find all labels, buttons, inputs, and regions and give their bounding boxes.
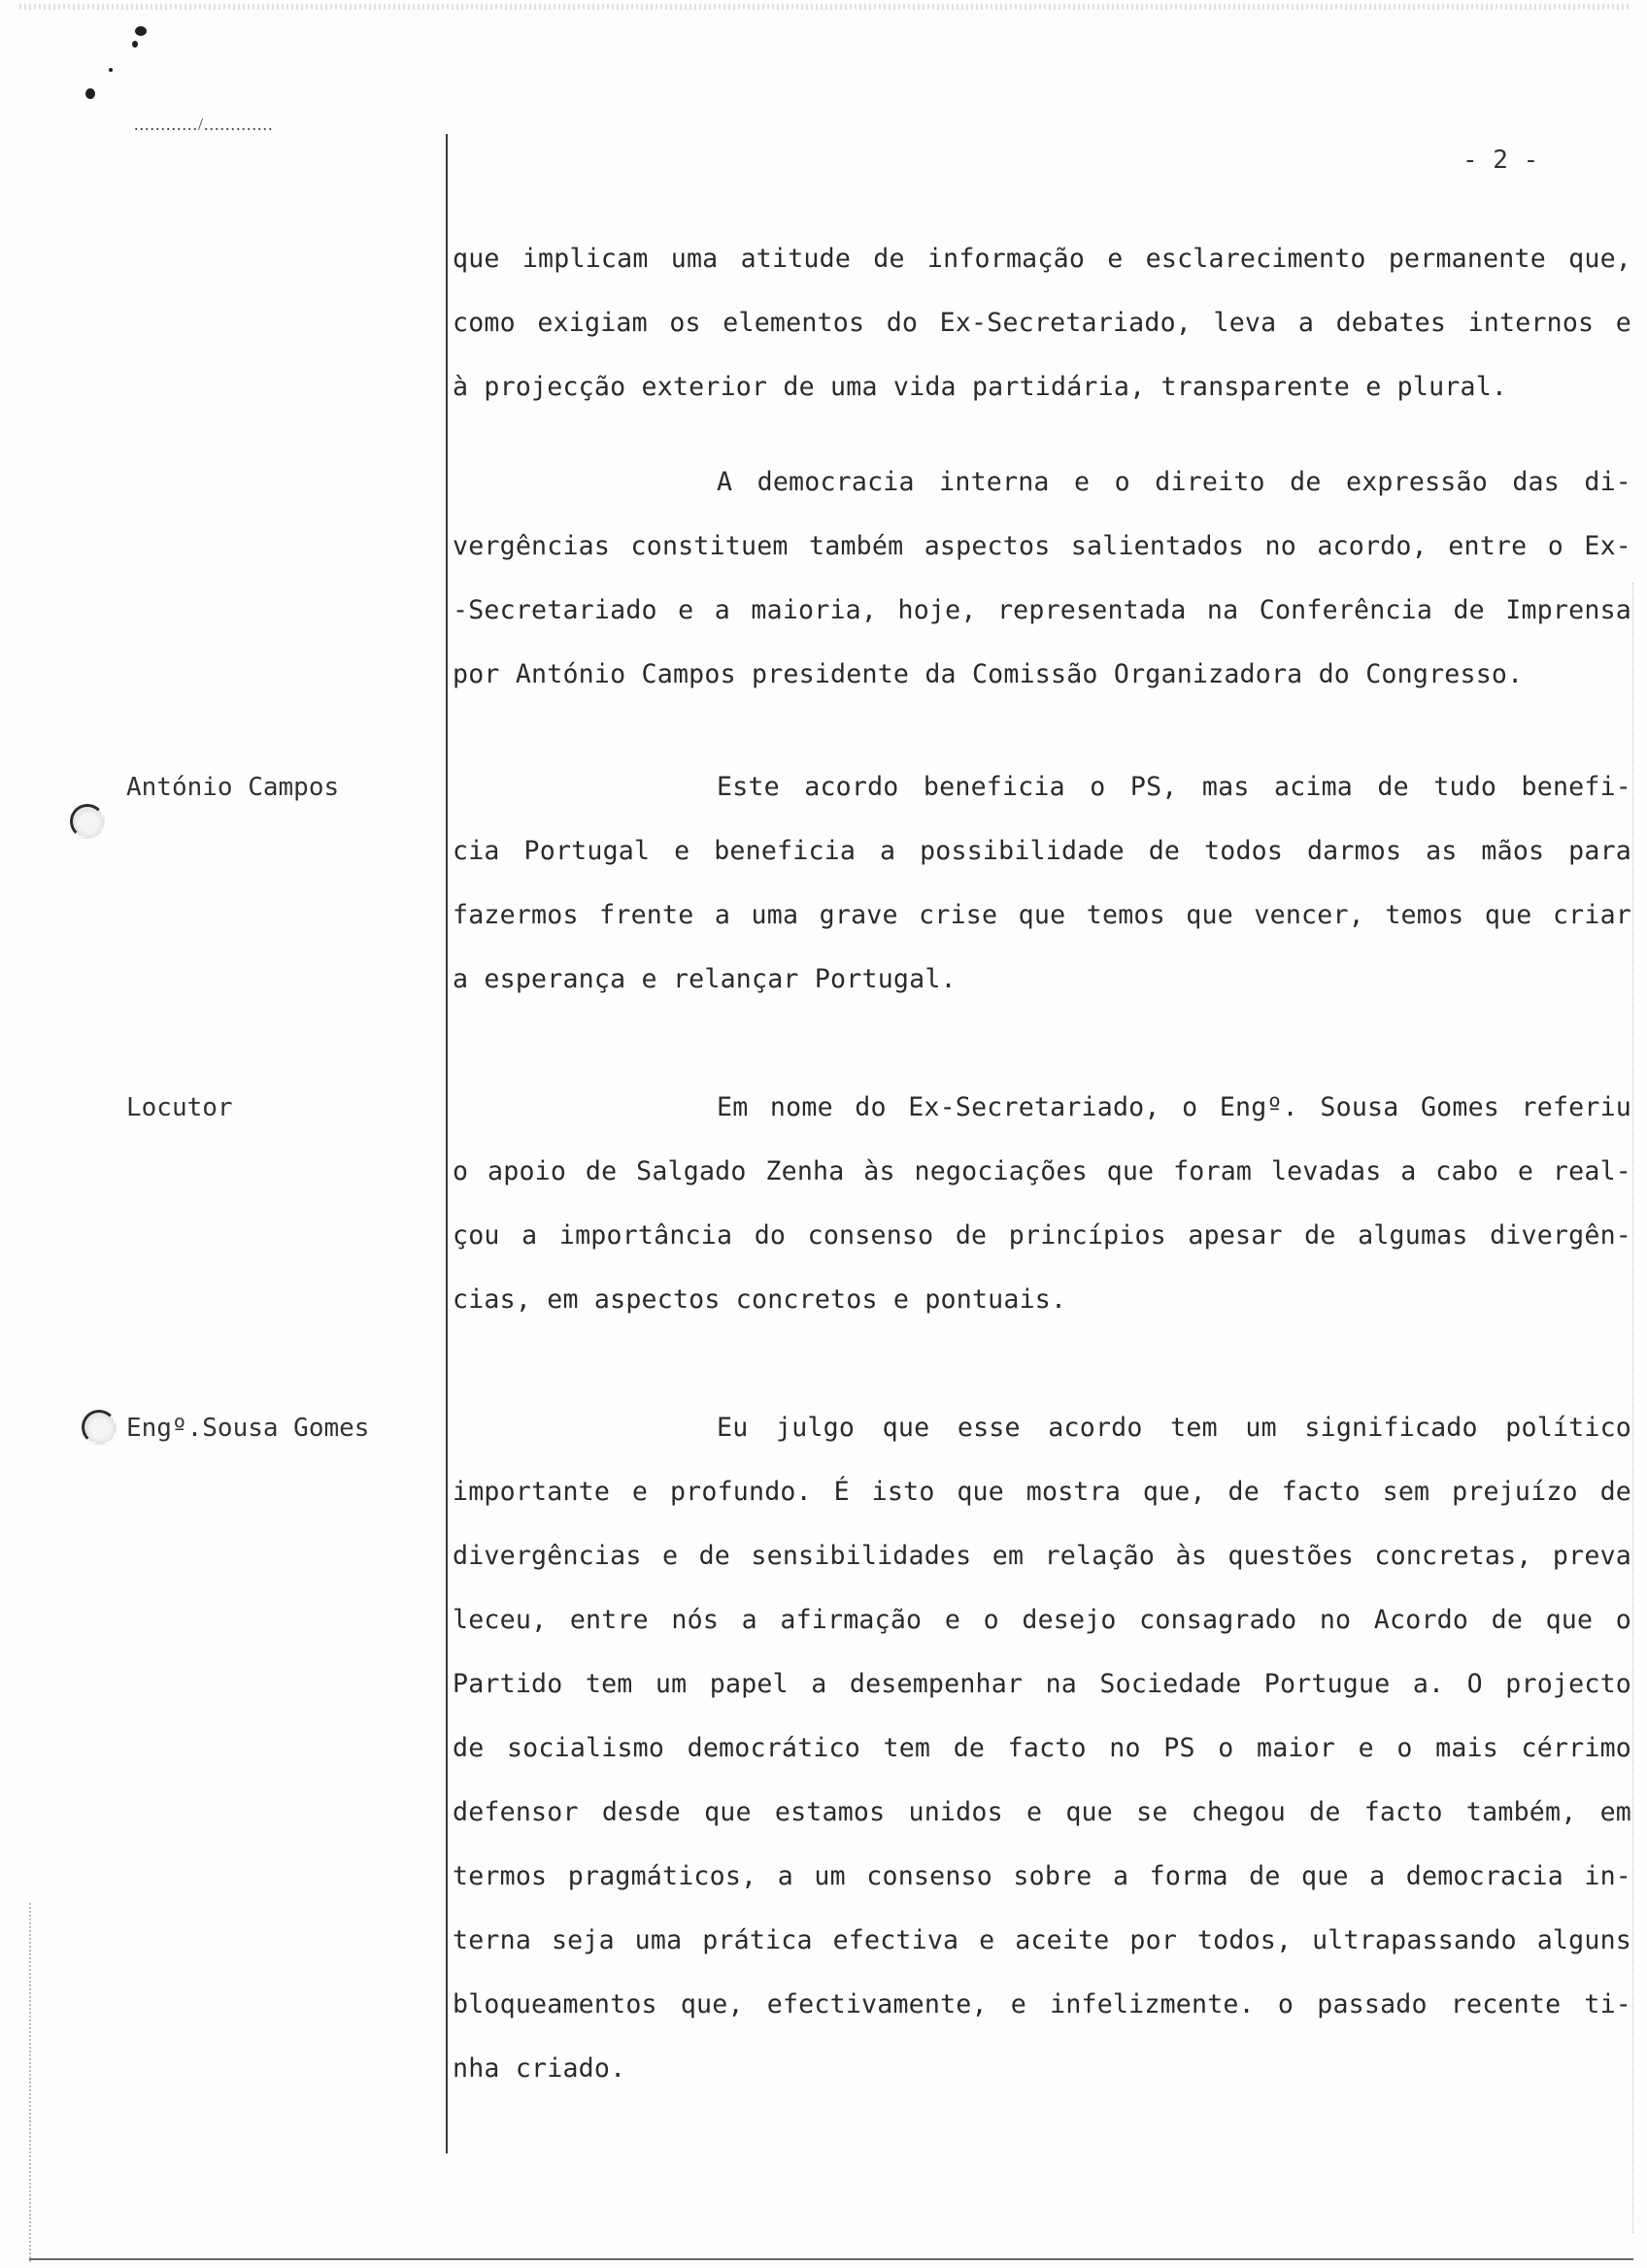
text-line: vergências constituem também aspectos salientados no acordo, entre o Ex- [453,531,1631,561]
reference-line: ............/............. [134,115,274,134]
ink-speck [135,26,147,36]
text-line: A democracia interna e o direito de expressão das di- [717,467,1631,497]
text-line: leceu, entre nós a afirmação e o desejo consagrado no Acordo de que o [453,1605,1631,1635]
text-line: terna seja uma prática efectiva e aceite por todos, ultrapassando alguns [453,1925,1631,1955]
text-line: Eu julgo que esse acordo tem um significado político [717,1413,1631,1443]
text-line: importante e profundo. É isto que mostra que, de facto sem prejuízo de [453,1477,1631,1507]
text-line: bloqueamentos que, efectivamente, e infelizmente. o passado recente ti- [453,1989,1631,2019]
text-line: como exigiam os elementos do Ex-Secretariado, leva a debates internos e [453,308,1631,338]
text-line: Partido tem um papel a desempenhar na Sociedade Portugue a. O projecto [453,1669,1631,1699]
punch-hole-icon [70,804,105,839]
text-line: de socialismo democrático tem de facto no PS o maior e o mais cérrimo [453,1733,1631,1763]
text-line: fazermos frente a uma grave crise que temos que vencer, temos que criar [453,900,1631,930]
speaker-label: António Campos [126,773,340,802]
text-line: cias, em aspectos concretos e pontuais. [453,1284,1067,1315]
speaker-label: Engº.Sousa Gomes [126,1414,370,1443]
text-line: a esperança e relançar Portugal. [453,964,957,994]
text-line: que implicam uma atitude de informação e esclarecimento permanente que, [453,244,1631,274]
text-line: cia Portugal e beneficia a possibilidade de todos darmos as mãos para [453,836,1631,866]
text-line: defensor desde que estamos unidos e que se chegou de facto também, em [453,1797,1631,1827]
text-line: o apoio de Salgado Zenha às negociações que foram levadas a cabo e real- [453,1156,1631,1186]
text-line: Este acordo beneficia o PS, mas acima de tudo benefi- [717,772,1631,802]
margin-rule [446,134,448,2153]
page-number: - 2 - [1462,146,1539,175]
text-line: termos pragmáticos, a um consenso sobre a forma de que a democracia in- [453,1861,1631,1891]
text-line: Em nome do Ex-Secretariado, o Engº. Sousa Gomes referiu [717,1092,1631,1122]
scan-top-edge [19,4,1631,10]
speaker-label: Locutor [126,1093,233,1122]
ink-speck [109,68,113,72]
text-line: à projecção exterior de uma vida partidária, transparente e plural. [453,372,1508,402]
scan-right-edge [1632,583,1633,2233]
punch-hole-icon [82,1410,117,1445]
ink-speck [132,41,138,48]
text-line: nha criado. [453,2053,626,2084]
text-line: divergências e de sensibilidades em relação às questões concretas, preva [453,1541,1631,1571]
ink-speck [85,88,95,99]
scan-bottom-edge [29,2258,1633,2260]
text-line: -Secretariado e a maioria, hoje, representada na Conferência de Imprensa [453,595,1631,625]
text-line: por António Campos presidente da Comissão Organizadora do Congresso. [453,659,1524,689]
text-line: çou a importância do consenso de princípios apesar de algumas divergên- [453,1220,1631,1251]
scan-left-edge [29,1903,31,2262]
